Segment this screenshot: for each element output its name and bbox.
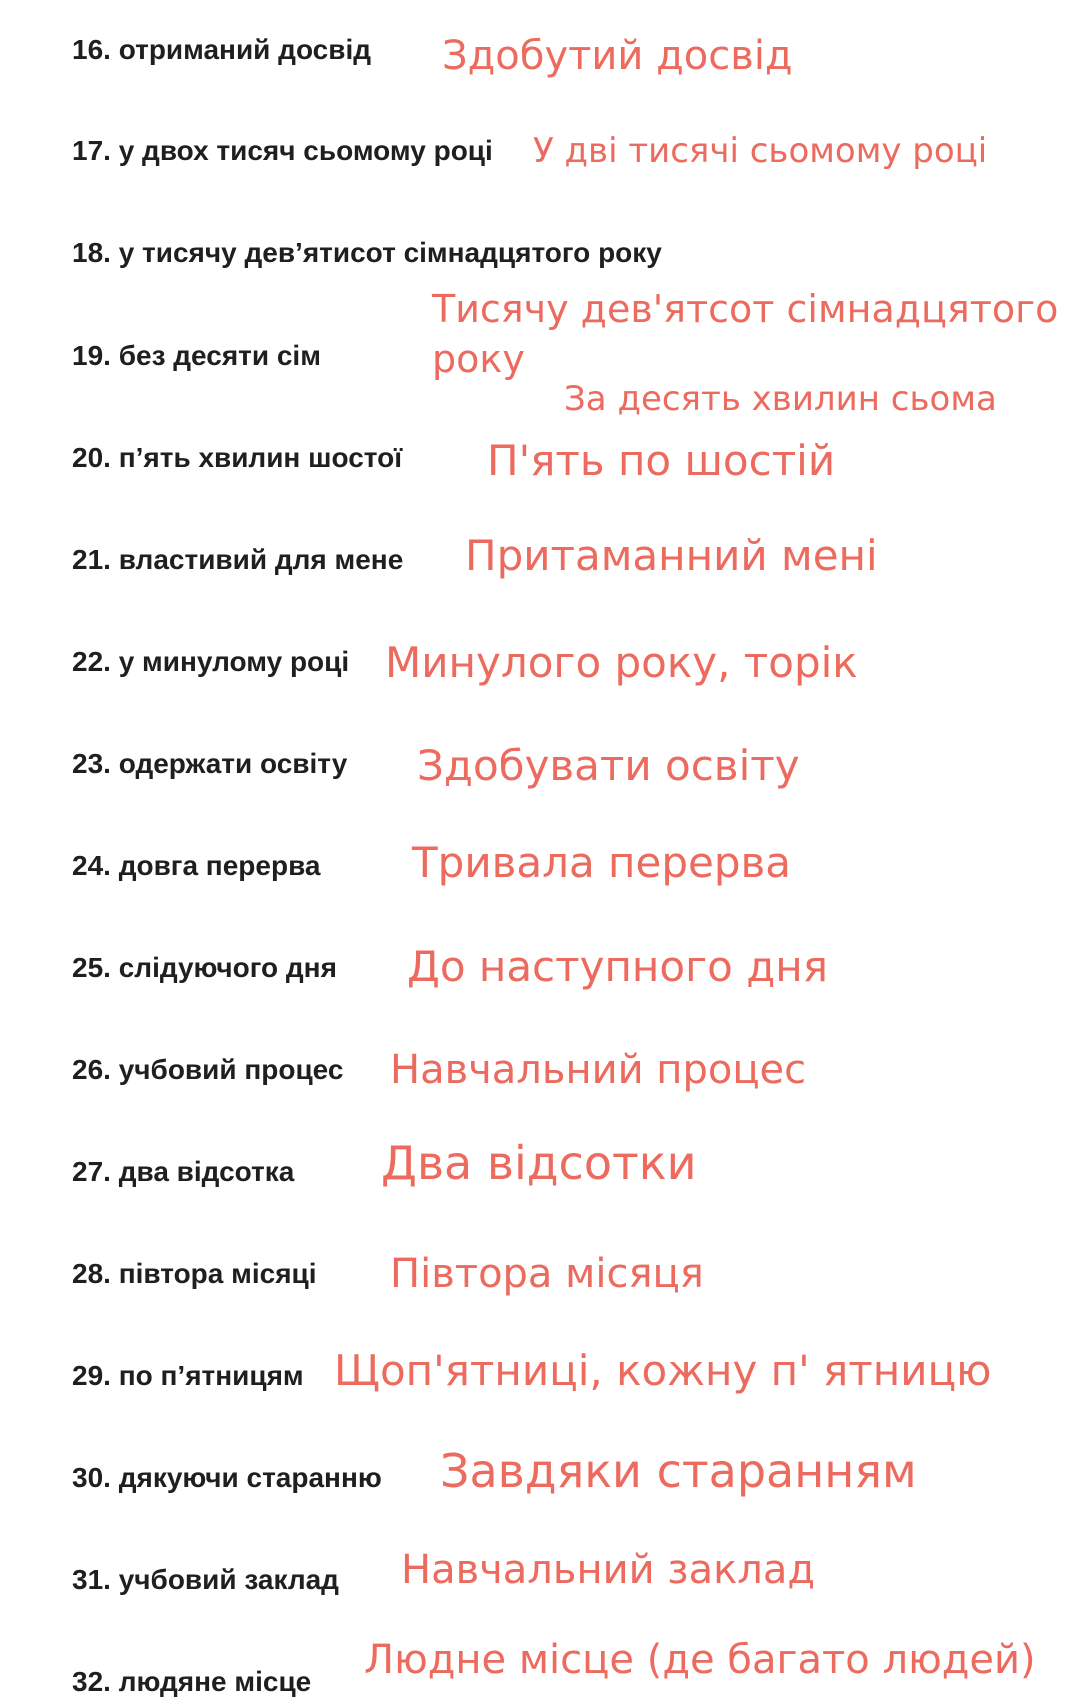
correction-20: П'ять по шостій [487,436,836,485]
correction-22: Минулого року, торік [385,638,858,687]
exercise-item-16: 16. отриманий досвід [72,34,372,65]
correction-30: Завдяки старанням [440,1444,917,1498]
exercise-item-23: 23. одержати освіту [72,748,348,779]
exercise-item-25: 25. слідуючого дня [72,952,337,983]
correction-29: Щоп'ятниці, кожну п' ятницю [334,1346,992,1395]
exercise-item-31: 31. учбовий заклад [72,1564,339,1595]
correction-25: До наступного дня [407,942,828,991]
exercise-item-17: 17. у двох тисяч сьомому році [72,135,493,166]
correction-28: Півтора місяця [390,1251,704,1297]
exercise-item-19: 19. без десяти сім [72,340,321,371]
exercise-item-28: 28. півтора місяці [72,1258,317,1289]
correction-19: За десять хвилин сьома [564,379,997,419]
exercise-item-24: 24. довга перерва [72,850,321,881]
exercise-item-26: 26. учбовий процес [72,1054,344,1085]
correction-18-line1: Тисячу дев'ятсот сімнадцятого [432,287,1059,331]
correction-27: Два відсотки [381,1136,697,1190]
correction-17: У дві тисячі сьомому році [533,131,988,171]
exercise-item-20: 20. п’ять хвилин шостої [72,442,403,473]
exercise-item-27: 27. два відсотка [72,1156,295,1187]
correction-16: Здобутий досвід [442,33,793,79]
correction-23: Здобувати освіту [417,741,800,790]
correction-24: Тривала перерва [412,838,791,887]
correction-31: Навчальний заклад [401,1547,815,1593]
exercise-item-30: 30. дякуючи старанню [72,1462,382,1493]
exercise-item-29: 29. по п’ятницям [72,1360,304,1391]
correction-21: Притаманний мені [465,531,878,580]
correction-26: Навчальний процес [390,1047,807,1093]
correction-32: Людне місце (де багато людей) [364,1637,1036,1683]
exercise-item-18: 18. у тисячу дев’ятисот сімнадцятого року [72,237,662,268]
exercise-item-21: 21. властивий для мене [72,544,404,575]
correction-18-line2: року [432,337,525,381]
exercise-item-22: 22. у минулому році [72,646,350,677]
exercise-item-32: 32. людяне місце [72,1666,312,1697]
